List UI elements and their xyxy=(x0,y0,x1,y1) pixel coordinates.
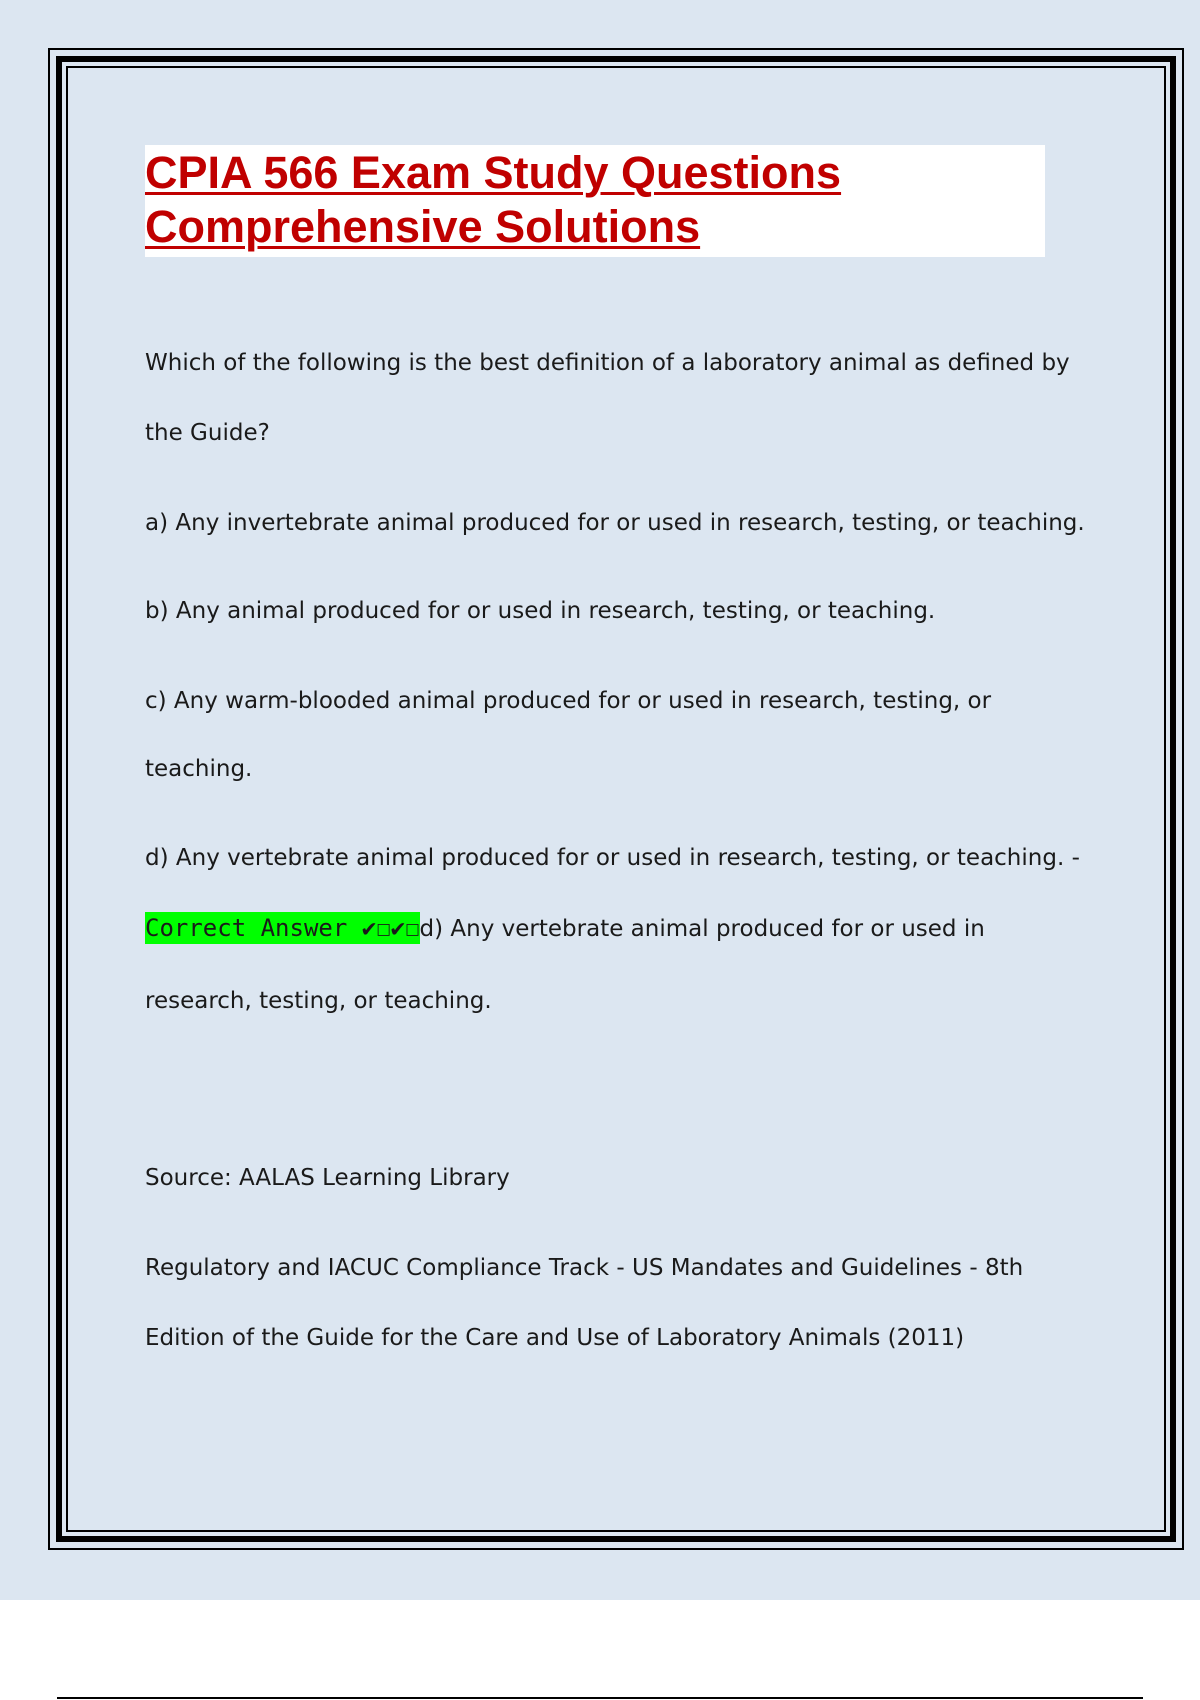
option-b: b) Any animal produced for or used in research, testing, or teaching. xyxy=(145,598,936,624)
question-line-2: the Guide? xyxy=(145,420,270,446)
document-title xyxy=(145,146,1045,254)
title-line-2: Comprehensive Solutions xyxy=(145,201,701,252)
reference-line-1: Regulatory and IACUC Compliance Track - US Mandates and Guidelines - 8th xyxy=(145,1255,1024,1281)
title-line-1: CPIA 566 Exam Study Questions xyxy=(145,147,842,198)
question-line-1: Which of the following is the best definition of a laboratory animal as defined by xyxy=(145,350,1070,376)
footer-rule xyxy=(57,1697,1143,1699)
option-d: d) Any vertebrate animal produced for or used in research, testing, or teaching. - xyxy=(145,845,1080,871)
reference-line-2: Edition of the Guide for the Care and Use of Laboratory Animals (2011) xyxy=(145,1325,965,1351)
answer-text: d) Any vertebrate animal produced for or used in xyxy=(419,916,985,942)
answer-line-1 xyxy=(145,893,1085,964)
source-line: Source: AALAS Learning Library xyxy=(145,1165,510,1191)
option-a: a) Any invertebrate animal produced for or used in research, testing, or teaching. xyxy=(145,510,1085,536)
correct-answer-highlight: Correct Answer ✔☐✔☐ xyxy=(145,914,420,942)
answer-line-2: research, testing, or teaching. xyxy=(145,988,492,1014)
option-c-line-2: teaching. xyxy=(145,756,253,782)
option-c-line-1: c) Any warm-blooded animal produced for or used in research, testing, or xyxy=(145,688,992,714)
